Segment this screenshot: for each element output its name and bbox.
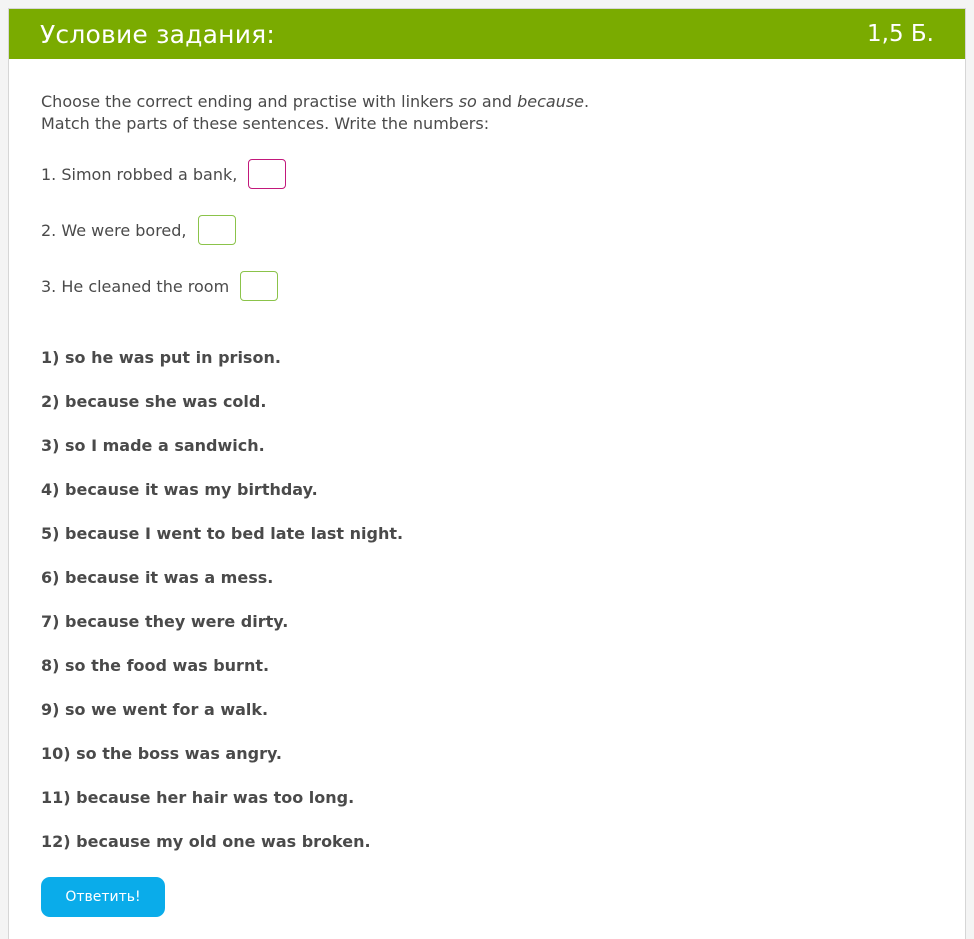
task-title: Условие задания: bbox=[40, 19, 276, 49]
ending-item: 5) because I went to bed late last night. bbox=[41, 524, 404, 543]
answer-input-2[interactable] bbox=[198, 215, 236, 245]
answer-input-3[interactable] bbox=[240, 271, 278, 301]
question-row-1 bbox=[41, 157, 286, 191]
ending-item: 7) because they were dirty. bbox=[41, 612, 289, 631]
ending-item: 1) so he was put in prison. bbox=[41, 348, 281, 367]
answer-input-1[interactable] bbox=[248, 159, 286, 189]
ending-item: 8) so the food was burnt. bbox=[41, 656, 270, 675]
ending-item: 9) so we went for a walk. bbox=[41, 700, 269, 719]
ending-item: 4) because it was my birthday. bbox=[41, 480, 318, 499]
instructions-line-2: Match the parts of these sentences. Write the numbers: bbox=[41, 114, 490, 133]
question-text-1: 1. Simon robbed a bank, bbox=[41, 164, 238, 184]
ending-item: 12) because my old one was broken. bbox=[41, 832, 371, 851]
task-header bbox=[9, 9, 965, 59]
ending-item: 10) so the boss was angry. bbox=[41, 744, 282, 763]
ending-item: 6) because it was a mess. bbox=[41, 568, 274, 587]
question-text-2: 2. We were bored, bbox=[41, 220, 187, 240]
task-points: 1,5 Б. bbox=[867, 21, 934, 47]
linker-so: so bbox=[458, 92, 477, 111]
ending-item: 11) because her hair was too long. bbox=[41, 788, 355, 807]
linker-because: because bbox=[517, 92, 585, 111]
submit-answer-button[interactable]: Ответить! bbox=[41, 877, 165, 917]
instructions-line-1: Choose the correct ending and practise with linkers so and because. bbox=[41, 92, 590, 111]
question-row-3 bbox=[41, 269, 278, 303]
question-row-2 bbox=[41, 213, 236, 247]
ending-item: 2) because she was cold. bbox=[41, 392, 267, 411]
ending-item: 3) so I made a sandwich. bbox=[41, 436, 265, 455]
instructions bbox=[41, 91, 589, 135]
question-text-3: 3. He cleaned the room bbox=[41, 276, 230, 296]
